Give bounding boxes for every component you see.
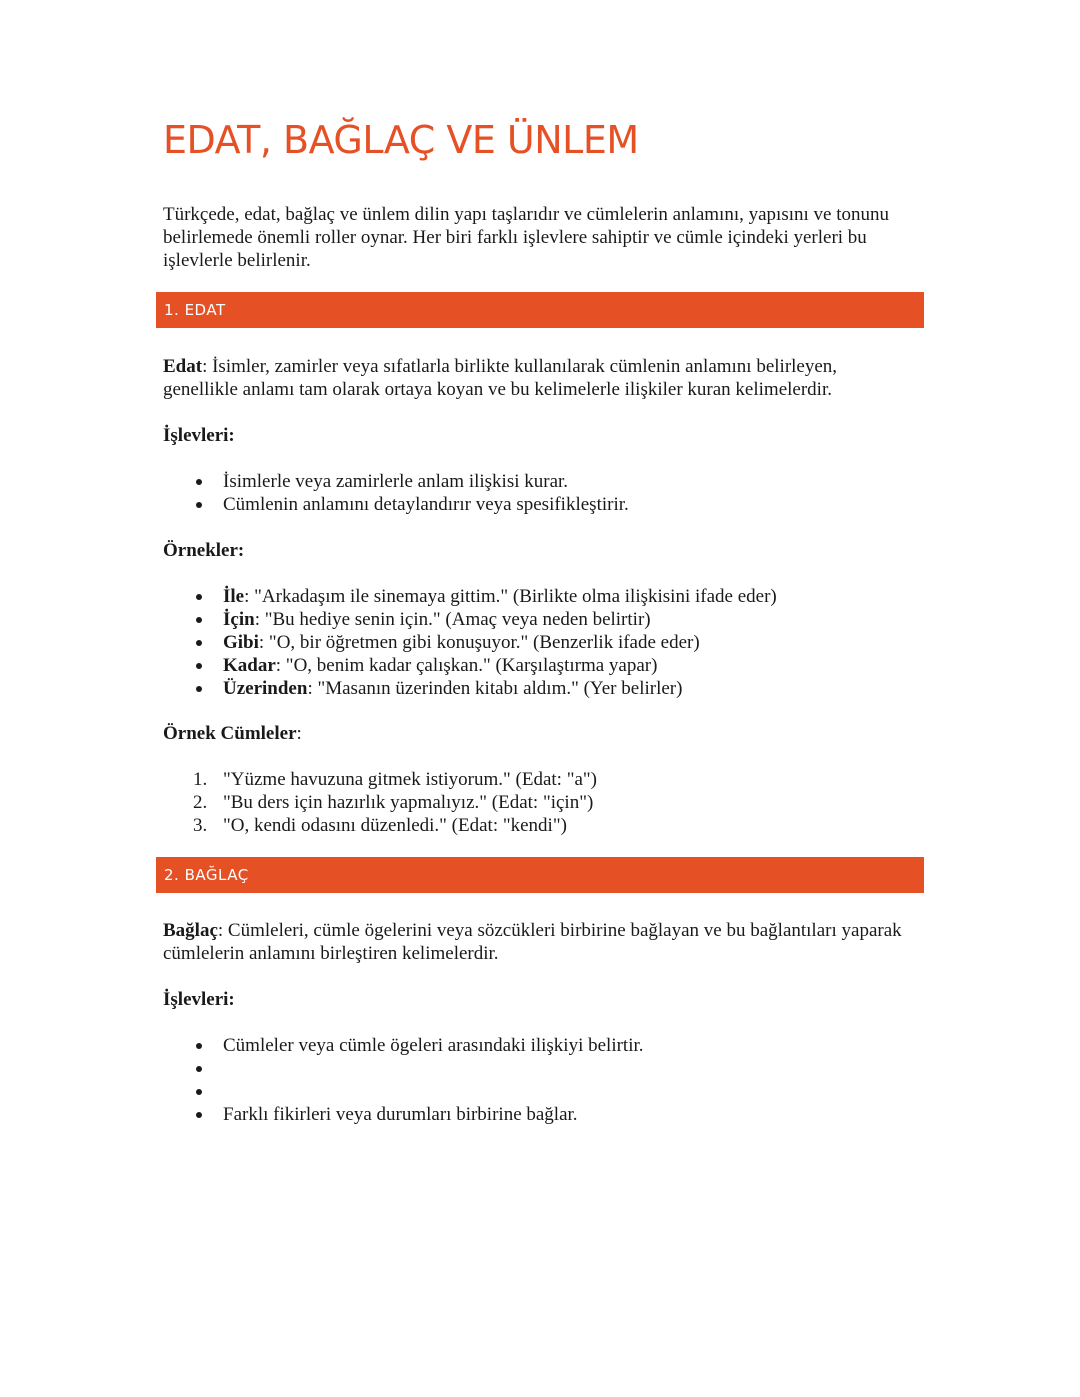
edat-functions-list	[163, 470, 629, 516]
section-header-baglac	[156, 857, 924, 893]
list-item: Farklı fikirleri veya durumları birbirine bağlar.	[163, 1103, 644, 1126]
list-item: Kadar: "O, benim kadar çalışkan." (Karşılaştırma yapar)	[163, 654, 777, 677]
intro-paragraph: Türkçede, edat, bağlaç ve ünlem dilin yapı taşlarıdır ve cümlelerin anlamını, yapısını ve tonunu belirlemede önemli roller oynar. Her biri farklı işlevlere sahiptir ve cümle içindeki yerleri bu işlevlerle belirlenir.	[163, 204, 889, 271]
list-item: İçin: "Bu hediye senin için." (Amaç veya neden belirtir)	[163, 608, 777, 631]
list-item: Cümleler veya cümle ögeleri arasındaki ilişkiyi belirtir.	[163, 1034, 644, 1057]
definition-text: : Cümleleri, cümle ögelerini veya sözcükleri birbirine bağlayan ve bu bağlantıları yaparak cümlelerin anlamını birleştiren kelimelerdir.	[163, 920, 902, 964]
list-item	[163, 1080, 644, 1103]
edat-examples-label: Örnekler:	[163, 540, 245, 561]
definition-term: Bağlaç	[163, 920, 218, 941]
definition-text: : İsimler, zamirler veya sıfatlarla birlikte kullanılarak cümlenin anlamını belirleyen, genellikle anlamı tam olarak ortaya koyan ve bu kelimelerle ilişkiler kuran kelimelerdir.	[163, 356, 838, 400]
list-item: 1. "Yüzme havuzuna gitmek istiyorum." (Edat: "a")	[193, 769, 597, 790]
section-heading-baglac: 2. BAĞLAÇ	[164, 866, 249, 884]
edat-sentences-label: Örnek Cümleler:	[163, 723, 302, 744]
definition-term: Edat	[163, 356, 203, 377]
baglac-functions-list	[163, 1034, 644, 1126]
list-item	[163, 1057, 644, 1080]
edat-examples-list	[163, 585, 777, 700]
edat-sentences-list	[163, 768, 597, 837]
list-item: 2. "Bu ders için hazırlık yapmalıyız." (Edat: "için")	[193, 792, 594, 813]
section-heading-edat: 1. EDAT	[164, 301, 226, 319]
page-title: EDAT, BAĞLAÇ VE ÜNLEM	[163, 118, 639, 162]
list-item: Üzerinden: "Masanın üzerinden kitabı aldım." (Yer belirler)	[163, 677, 777, 700]
baglac-functions-label: İşlevleri:	[163, 989, 235, 1010]
edat-definition	[163, 355, 903, 401]
list-item: 3. "O, kendi odasını düzenledi." (Edat: "kendi")	[193, 815, 567, 836]
section-header-edat	[156, 292, 924, 328]
list-item: İsimlerle veya zamirlerle anlam ilişkisi kurar.	[163, 470, 629, 493]
edat-functions-label: İşlevleri:	[163, 425, 235, 446]
list-item: Cümlenin anlamını detaylandırır veya spesifikleştirir.	[163, 493, 629, 516]
list-item: İle: "Arkadaşım ile sinemaya gittim." (Birlikte olma ilişkisini ifade eder)	[163, 585, 777, 608]
baglac-definition	[163, 919, 903, 965]
list-item: Gibi: "O, bir öğretmen gibi konuşuyor." (Benzerlik ifade eder)	[163, 631, 777, 654]
